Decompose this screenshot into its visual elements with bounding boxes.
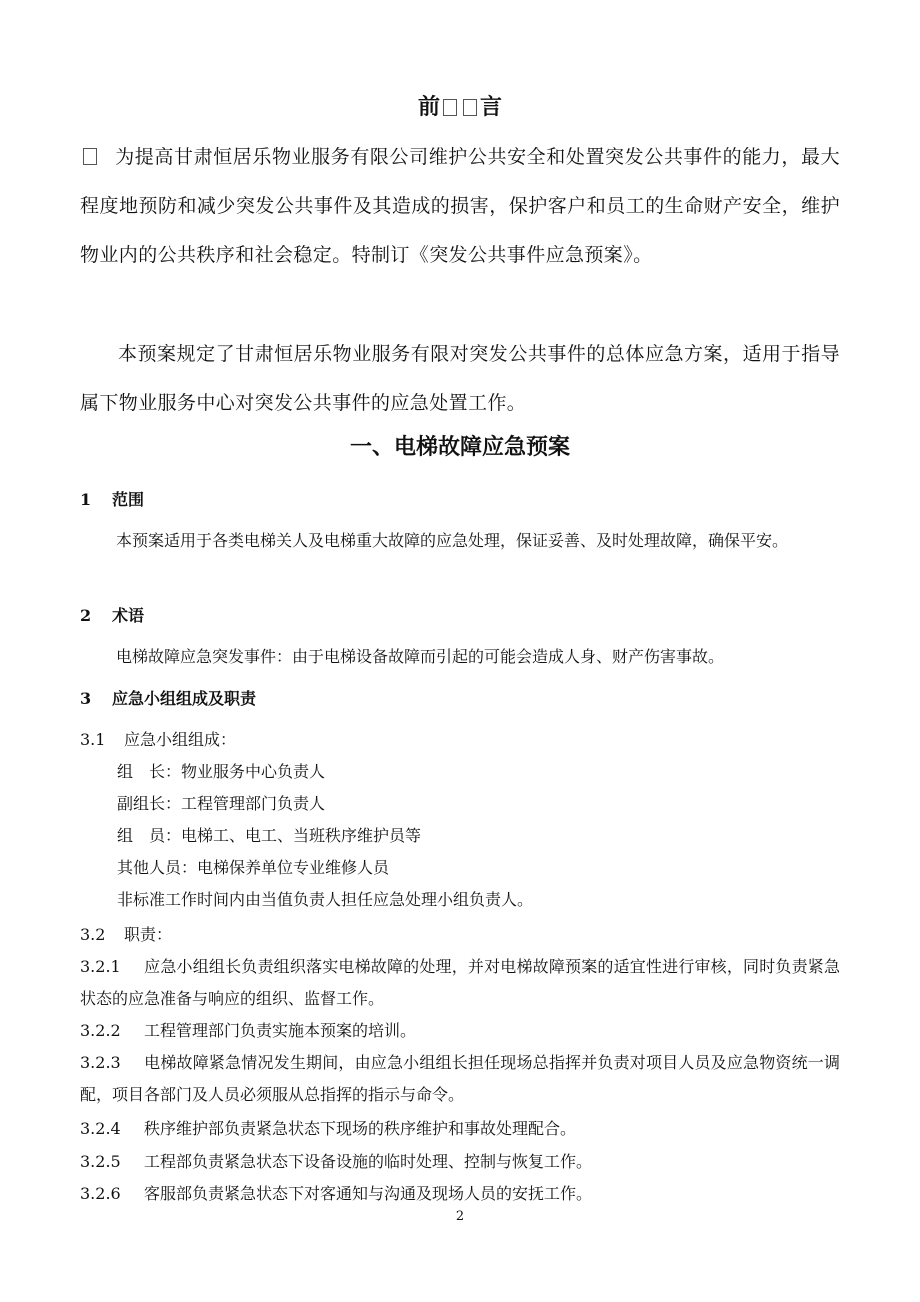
duty-item bbox=[80, 1178, 840, 1210]
heading-terms bbox=[80, 603, 144, 626]
terms-text: 电梯故障应急突发事件：由于电梯设备故障而引起的可能会造成人身、财产伤害事故。 bbox=[116, 647, 725, 666]
heading-label: 范围 bbox=[112, 490, 145, 509]
duty-number: 3.2.4 bbox=[80, 1119, 121, 1138]
duty-item bbox=[80, 1015, 840, 1047]
preface-title-part2: 言 bbox=[480, 94, 503, 120]
heading-number: 3 bbox=[80, 689, 92, 708]
member-line: 非标准工作时间内由当值负责人担任应急处理小组负责人。 bbox=[117, 890, 534, 909]
duty-item bbox=[80, 951, 840, 1015]
page-number: 2 bbox=[455, 1209, 465, 1224]
member-line: 组 长：物业服务中心负责人 bbox=[117, 762, 326, 781]
preface-paragraph-2: 本预案规定了甘肃恒居乐物业服务有限对突发公共事件的总体应急方案，适用于指导属下物业服务中心对突发公共事件的应急处置工作。 bbox=[80, 343, 840, 414]
duty-number: 3.2.6 bbox=[80, 1184, 121, 1203]
missing-glyph-icon bbox=[443, 99, 457, 116]
member-line: 副组长：工程管理部门负责人 bbox=[117, 794, 326, 813]
preface-title-part1: 前 bbox=[417, 94, 440, 120]
duty-text: 工程部负责紧急状态下设备设施的临时处理、控制与恢复工作。 bbox=[144, 1152, 593, 1171]
duty-number: 3.2.2 bbox=[80, 1021, 121, 1040]
heading-number: 2 bbox=[80, 606, 92, 625]
duty-text: 客服部负责紧急状态下对客通知与沟通及现场人员的安抚工作。 bbox=[144, 1184, 593, 1203]
heading-label: 应急小组组成及职责 bbox=[112, 689, 257, 708]
duty-text: 秩序维护部负责紧急状态下现场的秩序维护和事故处理配合。 bbox=[144, 1119, 577, 1138]
subsection-label: 职责： bbox=[124, 925, 173, 944]
duty-item bbox=[80, 1146, 840, 1178]
duty-text: 应急小组组长负责组织落实电梯故障的处理，并对电梯故障预案的适宜性进行审核，同时负责紧急状态的应急准备与响应的组织、监督工作。 bbox=[80, 957, 840, 1008]
subsection-number: 3.2 bbox=[80, 925, 106, 944]
duty-number: 3.2.1 bbox=[80, 957, 121, 976]
heading-number: 1 bbox=[80, 490, 92, 509]
scope-text: 本预案适用于各类电梯关人及电梯重大故障的应急处理，保证妥善、及时处理故障，确保平安。 bbox=[116, 531, 789, 550]
preface-paragraph-1-text: 为提高甘肃恒居乐物业服务有限公司维护公共安全和处置突发公共事件的能力，最大程度地预防和减少突发公共事件及其造成的损害，保护客户和员工的生命财产安全，维护物业内的公共秩序和社会稳定。特制订《突发公共事件应急预案》。 bbox=[80, 146, 840, 266]
heading-team bbox=[80, 686, 256, 709]
preface-title bbox=[0, 90, 920, 121]
subsection-duties bbox=[80, 924, 172, 946]
duty-number: 3.2.3 bbox=[80, 1053, 121, 1072]
heading-label: 术语 bbox=[112, 606, 145, 625]
heading-scope bbox=[80, 487, 144, 510]
duty-number: 3.2.5 bbox=[80, 1152, 121, 1171]
duty-item bbox=[80, 1113, 840, 1145]
subsection-label: 应急小组组成： bbox=[124, 730, 237, 749]
member-line: 组 员：电梯工、电工、当班秩序维护员等 bbox=[117, 826, 422, 845]
subsection-composition bbox=[80, 729, 236, 751]
missing-glyph-icon bbox=[83, 148, 97, 165]
section-title: 一、电梯故障应急预案 bbox=[349, 434, 570, 460]
subsection-number: 3.1 bbox=[80, 730, 106, 749]
missing-glyph-icon bbox=[463, 99, 477, 116]
duty-text: 电梯故障紧急情况发生期间，由应急小组组长担任现场总指挥并负责对项目人员及应急物资统一调配，项目各部门及人员必须服从总指挥的指示与命令。 bbox=[80, 1053, 840, 1104]
duty-text: 工程管理部门负责实施本预案的培训。 bbox=[144, 1021, 417, 1040]
duty-item bbox=[80, 1047, 840, 1111]
member-line: 其他人员：电梯保养单位专业维修人员 bbox=[117, 858, 390, 877]
preface-paragraph-1 bbox=[80, 133, 840, 280]
